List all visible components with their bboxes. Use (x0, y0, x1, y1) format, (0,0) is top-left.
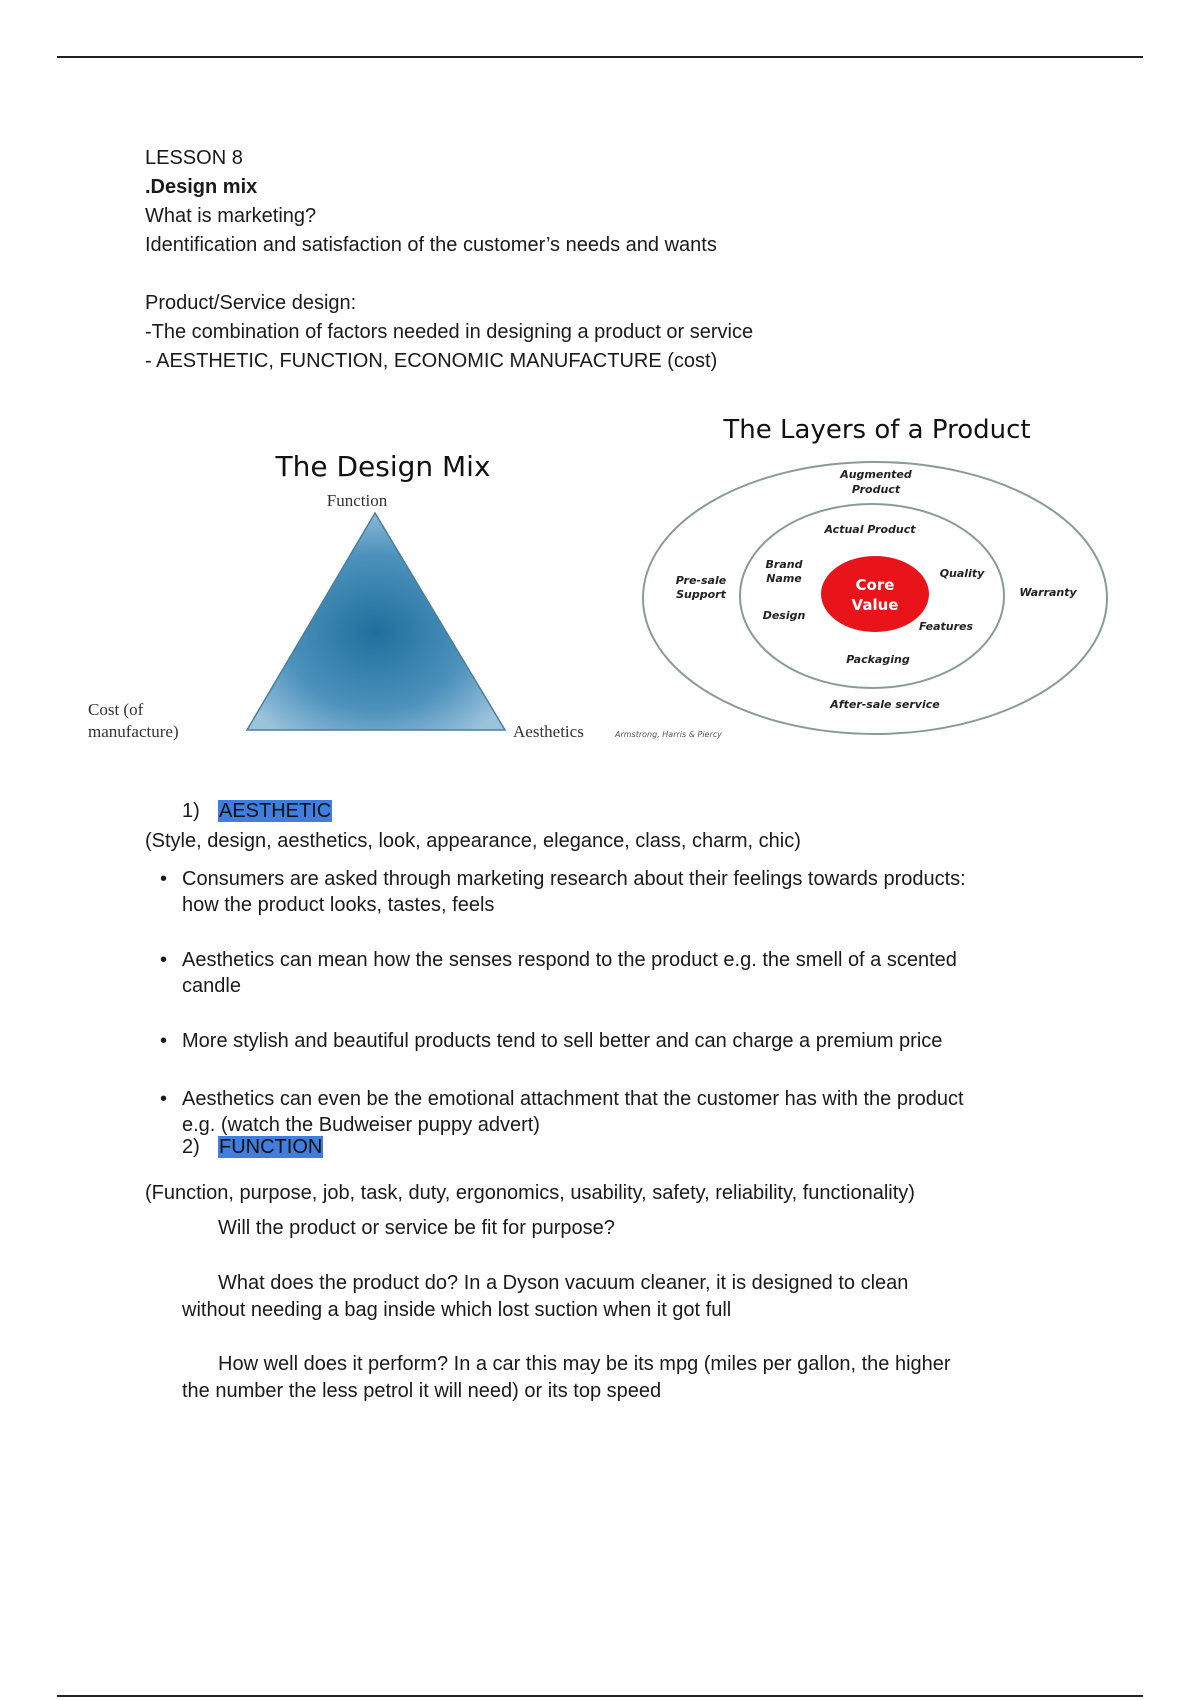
diagram-figure (60, 400, 1120, 760)
aesthetics-label: Aesthetics (513, 722, 584, 741)
function-question-1: Will the product or service be fit for purpose? (218, 1217, 615, 1239)
aesthetic-number: 1) (182, 800, 200, 822)
core-label-1: Core (855, 576, 895, 594)
actual-product-label: Actual Product (824, 523, 916, 536)
credit-label: Armstrong, Harris & Piercy (615, 730, 722, 739)
aesthetic-bullet (160, 866, 1060, 918)
lesson-label: LESSON 8 (145, 147, 243, 169)
quality-label: Quality (939, 567, 985, 580)
function-number: 2) (182, 1136, 200, 1158)
aesthetic-heading (182, 800, 332, 823)
presale-label-1: Pre-sale (675, 574, 727, 587)
bullet-text: e.g. (watch the Budweiser puppy advert) (182, 1114, 540, 1136)
cost-label-line2: manufacture) (88, 722, 179, 741)
bullet-text: Consumers are asked through marketing research about their feelings towards products: (182, 868, 966, 890)
aesthetic-bullet (160, 947, 1060, 999)
design-label: Design (762, 609, 806, 622)
top-rule (57, 56, 1143, 58)
bullet-text: how the product looks, tastes, feels (182, 894, 495, 916)
function-title: FUNCTION (219, 1136, 323, 1158)
intro-block (145, 144, 753, 376)
function-heading (182, 1136, 323, 1159)
bullet-dot: • (160, 868, 168, 890)
augmented-label-1: Augmented (840, 468, 912, 481)
answer-text: Identification and satisfaction of the customer’s needs and wants (145, 234, 717, 256)
design-line-1: -The combination of factors needed in designing a product or service (145, 321, 754, 343)
design-mix-title: The Design Mix (275, 450, 491, 483)
design-heading: Product/Service design: (145, 292, 357, 314)
design-mix-triangle (247, 513, 505, 730)
function-question-2 (182, 1270, 908, 1324)
brand-label-2: Name (766, 572, 802, 585)
warranty-label: Warranty (1019, 586, 1077, 599)
bullet-text: More stylish and beautiful products tend to sell better and can charge a premium price (182, 1030, 943, 1052)
function-q2-line2: without needing a bag inside which lost suction when it got full (182, 1299, 732, 1321)
core-value-circle (821, 556, 929, 632)
design-line-2: - AESTHETIC, FUNCTION, ECONOMIC MANUFACTURE (cost) (145, 350, 718, 372)
bullet-dot: • (160, 1088, 168, 1110)
bullet-text: Aesthetics can mean how the senses respond to the product e.g. the smell of a scented (182, 949, 957, 971)
question-text: What is marketing? (145, 205, 317, 227)
function-label: Function (326, 491, 388, 510)
bullet-text: candle (182, 975, 241, 997)
bullet-text: Aesthetics can even be the emotional attachment that the customer has with the product (182, 1088, 964, 1110)
bullet-dot: • (160, 1030, 168, 1052)
topic-title: .Design mix (145, 176, 258, 198)
function-q3-line2: the number the less petrol it will need) or its top speed (182, 1380, 662, 1402)
diagram-svg (60, 400, 1120, 760)
augmented-label-2: Product (851, 483, 901, 496)
aftersale-label: After-sale service (830, 698, 940, 711)
presale-label-2: Support (676, 588, 726, 601)
bullet-dot: • (160, 949, 168, 971)
core-label-2: Value (851, 596, 899, 614)
features-label: Features (918, 620, 974, 633)
function-q3-line1: How well does it perform? In a car this may be its mpg (miles per gallon, the higher (218, 1353, 951, 1375)
function-question-3 (182, 1351, 951, 1405)
aesthetic-title: AESTHETIC (219, 800, 332, 822)
aesthetic-synonyms: (Style, design, aesthetics, look, appearance, elegance, class, charm, chic) (145, 830, 801, 852)
cost-label-line1: Cost (of (88, 700, 144, 719)
bottom-rule (57, 1695, 1143, 1697)
aesthetic-bullet (160, 1028, 1060, 1054)
function-q2-line1: What does the product do? In a Dyson vacuum cleaner, it is designed to clean (218, 1272, 909, 1294)
packaging-label: Packaging (846, 653, 910, 666)
brand-label-1: Brand (765, 558, 803, 571)
layers-title: The Layers of a Product (723, 415, 1031, 445)
function-synonyms: (Function, purpose, job, task, duty, ergonomics, usability, safety, reliability, functionality) (145, 1182, 915, 1204)
aesthetic-bullet (160, 1086, 1060, 1138)
